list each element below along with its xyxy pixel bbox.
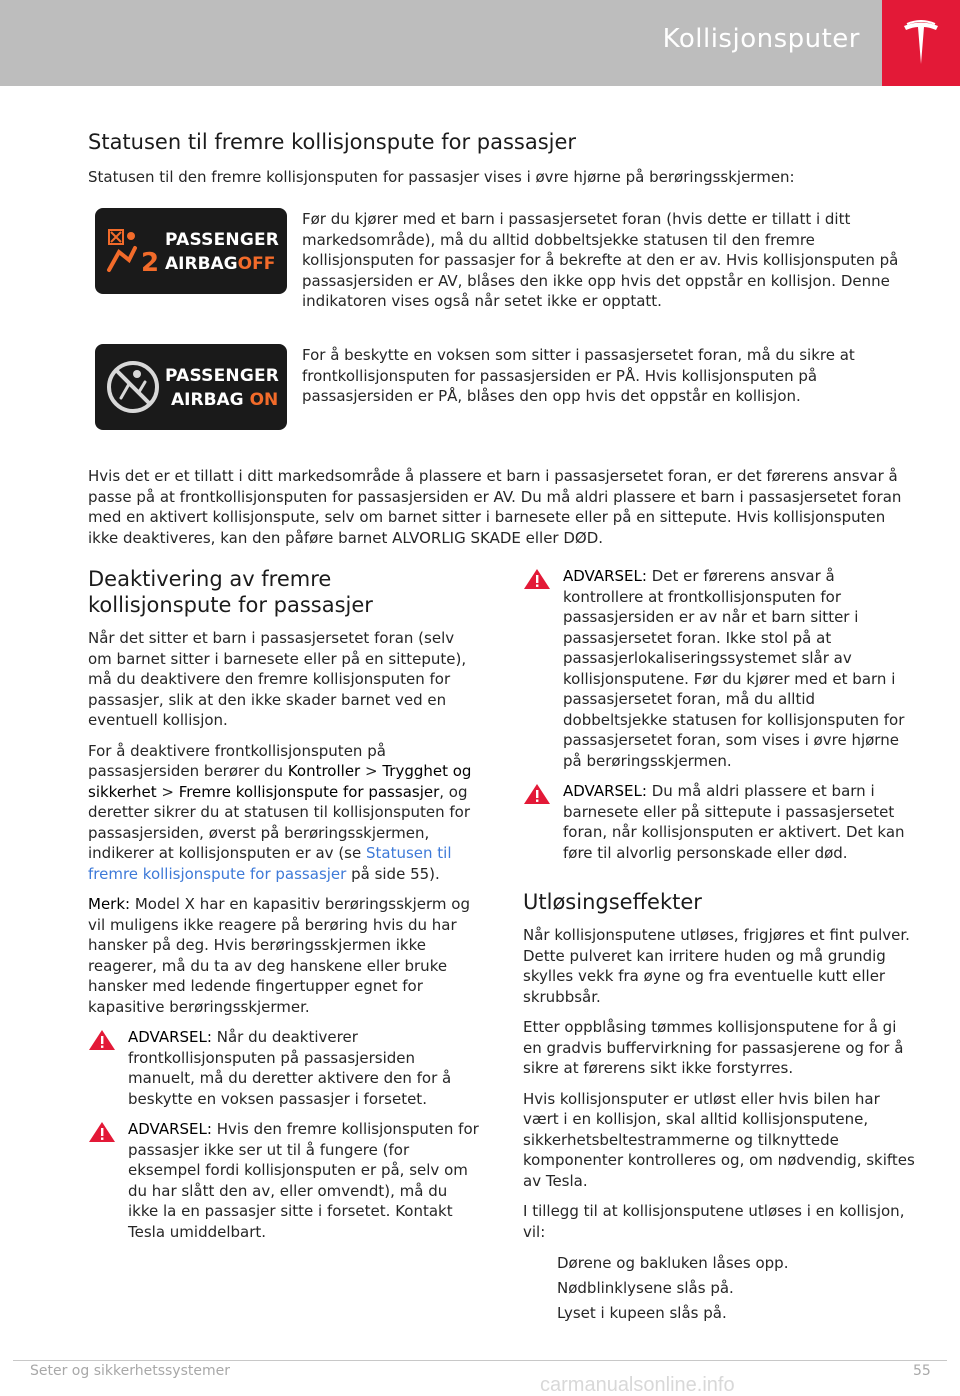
note-label: Merk: <box>88 895 131 913</box>
note-text: Model X har en kapasitiv berøringsskjerm og vil muligens ikke reagere på berøring hvis du har hansker på deg. Hvis berøringsskjermen ikke reagerer, må du ta av deg hanskene eller bruke hansker med ledende fingertupper egnet for kapasitive berøringsskjermer. <box>88 895 470 1016</box>
airbag-off-number: 2 <box>141 248 160 278</box>
right-column <box>523 566 919 1327</box>
airbag-off-state: OFF <box>237 254 276 274</box>
page-number: 55 <box>913 1363 931 1379</box>
section-title-deployment: Utløsingseffekter <box>523 890 702 914</box>
footer-section: Seter og sikkerhetssystemer <box>30 1363 230 1379</box>
tesla-logo-icon <box>901 20 941 66</box>
steps-text: , og deretter sikrer du at statusen til kollisjonsputen for passasjersiden, øverst på berøringsskjermen, indikerer at kollisjonsputen er av (se <box>88 782 470 862</box>
status-section-link[interactable]: Statusen til fremre kollisjonspute for passasjer <box>88 844 452 883</box>
warning-block <box>88 1119 480 1242</box>
warning-block <box>88 1027 480 1109</box>
watermark: carmanualsonline.info <box>540 1374 735 1396</box>
deactivate-steps <box>88 741 480 885</box>
warning-text: Du må aldri plassere et barn i barnesete eller på sittepute i passasjersetet foran, når kollisjonsputen er aktivert. Det kan føre til alvorlig personskade eller død. <box>563 782 905 862</box>
deployment-para-4: I tillegg til at kollisjonsputene utløses i en kollisjon, vil: <box>523 1202 905 1241</box>
menu-front-airbag: Fremre kollisjonspute for passasjer <box>178 782 440 801</box>
airbag-on-description: For å beskytte en voksen som sitter i passasjersetet foran, må du sikre at frontkollisjonsputen for passasjersiden er PÅ. Hvis kollisjonsputen på passasjersiden er PÅ, blåses den opp hvis det oppstår en kollisjon. <box>302 346 855 405</box>
deployment-para-1: Når kollisjonsputene utløses, frigjøres et fint pulver. Dette pulveret kan irritere huden og må grundig skylles vekk fra øyne og fra eventuelle kutt eller skrubbsår. <box>523 926 910 1006</box>
warning-icon <box>88 1029 116 1051</box>
menu-safety: Trygghet og sikkerhet <box>88 762 472 801</box>
airbag-label: AIRBAG <box>171 390 244 410</box>
steps-separator: > <box>360 762 383 780</box>
warning-label: ADVARSEL: <box>128 1028 212 1046</box>
section-title-status: Statusen til fremre kollisjonspute for passasjer <box>88 130 577 154</box>
warning-text: Hvis den fremre kollisjonsputen for passasjer ikke ser ut til å fungere (for eksempel fordi kollisjonsputen er på, selv om du har slått den av, eller omvendt), må du ikke la en passasjer sitte i forsetet. Kontakt Tesla umiddelbart. <box>128 1120 479 1241</box>
airbag-off-indicator <box>95 208 287 294</box>
warning-icon <box>523 783 551 805</box>
menu-controls: Kontroller <box>287 762 361 780</box>
warning-label: ADVARSEL: <box>563 782 647 800</box>
deactivate-intro: Når det sitter et barn i passasjersetet foran (selv om barnet sitter i barnesete eller på en sittepute), må du deaktivere den fremre kollisjonsputen for passasjer, slik at den ikke skader barnet ved en eventuell kollisjon. <box>88 629 467 729</box>
warning-block <box>523 566 919 771</box>
warning-icon <box>523 568 551 590</box>
child-seat-paragraph: Hvis det er et tillatt i ditt markedsområde å plassere et barn i passasjersetet foran, er det førerens ansvar å passe på at frontkollisjonsputen for passasjersiden er AV. Du må aldri plassere et barn i passasjersetet foran med en aktivert kollisjonspute, selv om barnet sitter i barnesete eller på en sittepute. Hvis kollisjonsputen ikke deaktiveres, kan den påføre barnet ALVORLIG SKADE eller DØD. <box>88 467 902 547</box>
airbag-label: AIRBAG <box>165 254 238 274</box>
page-header <box>0 0 960 86</box>
warning-icon <box>88 1121 116 1143</box>
warning-block <box>523 781 919 863</box>
steps-separator: > <box>156 782 179 801</box>
airbag-on-line2 <box>171 390 278 410</box>
section-intro: Statusen til den fremre kollisjonsputen for passasjer vises i øvre hjørne på berøringsskjermen: <box>88 168 795 186</box>
airbag-on-state: ON <box>249 390 279 410</box>
note <box>88 894 480 1017</box>
chapter-title: Kollisjonsputer <box>662 24 860 54</box>
airbag-on-line1: PASSENGER <box>165 366 280 386</box>
steps-text: på side 55). <box>346 864 440 883</box>
deployment-para-3: Hvis kollisjonsputer er utløst eller hvis bilen har vært i en kollisjon, skal alltid kollisjonsputene, sikkerhetsbeltestrammerne og tilknyttede komponenter kontrolleres og, om nødvendig, skiftes av Tesla. <box>523 1089 915 1190</box>
warning-text: Det er førerens ansvar å kontrollere at frontkollisjonsputen for passasjersiden er av når et barn sitter i passasjersetet foran. Ikke stol på at passasjerlokaliseringssystemet slår av kollisjonsputene. Før du kjører med et barn i passasjersetet foran, må du alltid dobbeltsjekke statusen for kollisjonsputen for passasjersetet foran, som vises i øvre hjørne på berøringsskjermen. <box>563 567 905 770</box>
list-item: Lyset i kupeen slås på. <box>557 1304 727 1322</box>
deployment-list <box>557 1252 919 1324</box>
airbag-off-description: Før du kjører med et barn i passasjersetet foran (hvis dette er tillatt i ditt markedsområde), må du alltid dobbeltsjekke statusen til den fremre kollisjonsputen for passasjer for å bekrefte at den er av. Hvis kollisjonsputen på passasjersiden er AV, blåses den ikke opp hvis det oppstår en kollisjon. Denne indikatoren vises også når setet ikke er opptatt. <box>302 210 899 310</box>
list-item: Nødblinklysene slås på. <box>557 1279 734 1297</box>
airbag-on-indicator <box>95 344 287 430</box>
left-column <box>88 566 480 1252</box>
airbag-off-line1: PASSENGER <box>165 230 280 250</box>
warning-label: ADVARSEL: <box>128 1120 212 1138</box>
steps-text: For å deaktivere frontkollisjonsputen på passasjersiden berører du <box>88 741 386 780</box>
tesla-logo <box>882 0 960 86</box>
warning-text: Når du deaktiverer frontkollisjonsputen på passasjersiden manuelt, må du deretter aktivere den for å beskytte en voksen passasjer i forsetet. <box>128 1028 452 1108</box>
airbag-off-line2 <box>165 254 275 274</box>
footer-divider <box>13 1360 947 1361</box>
warning-label: ADVARSEL: <box>563 567 647 585</box>
deployment-para-2: Etter oppblåsing tømmes kollisjonsputene for å gi en gradvis buffervirkning for passasjerene og for å sikre at førerens sikt ikke forstyrres. <box>523 1018 904 1077</box>
section-title-deactivate: Deaktivering av fremre kollisjonspute for passasjer <box>88 567 373 617</box>
list-item: Dørene og bakluken låses opp. <box>557 1254 789 1272</box>
